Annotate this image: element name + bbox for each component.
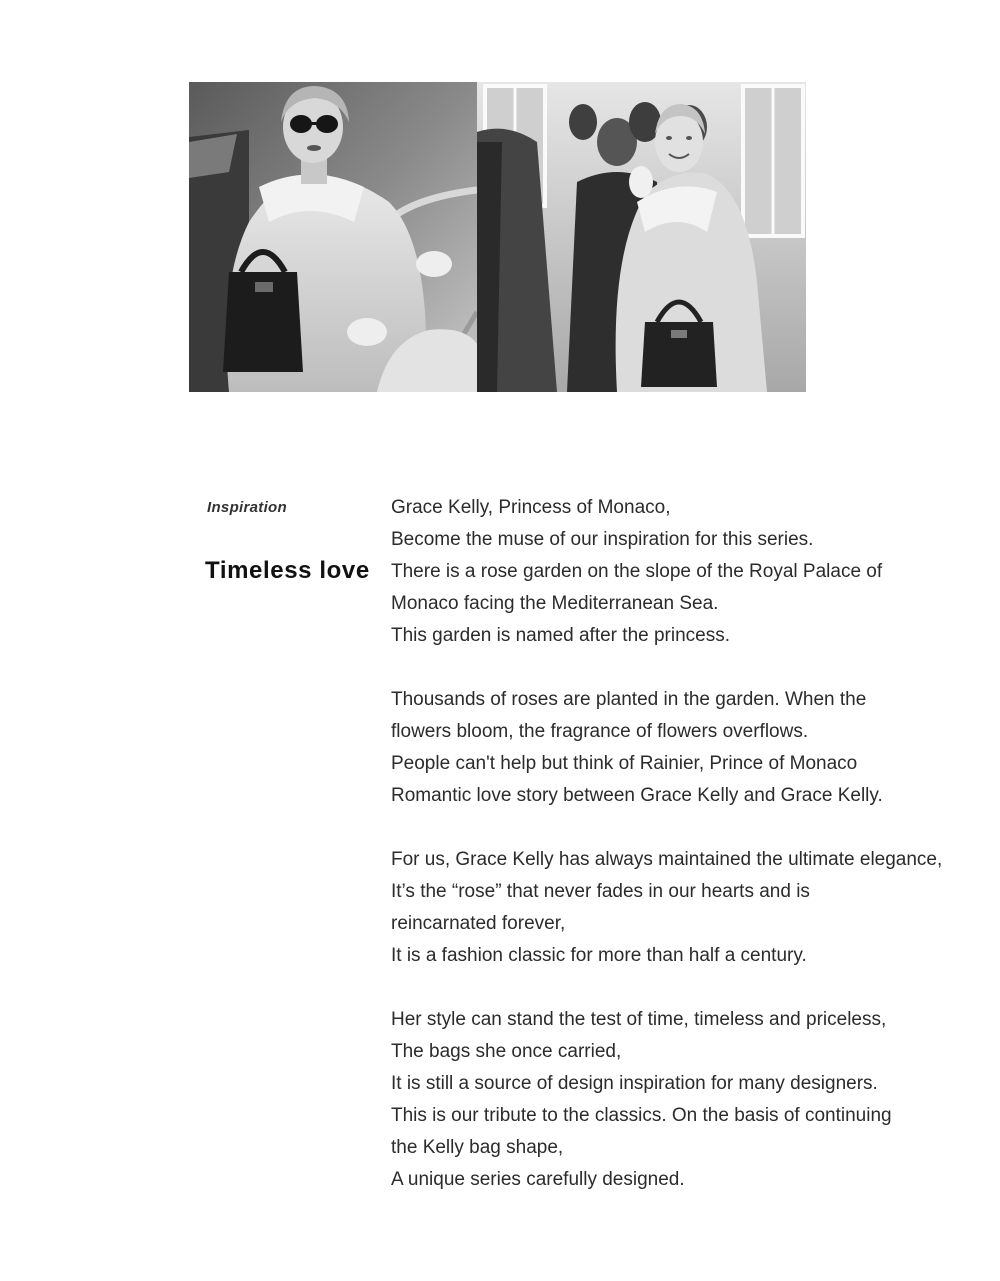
photo-car-exit	[189, 82, 477, 392]
photo-banner	[189, 82, 806, 392]
section-title: Timeless love	[205, 557, 370, 584]
story-text	[391, 492, 966, 1228]
text-line: Her style can stand the test of time, timeless and priceless,	[391, 1009, 887, 1030]
text-line: It’s the “rose” that never fades in our hearts and is	[391, 881, 810, 902]
text-line: Grace Kelly, Princess of Monaco,	[391, 497, 671, 518]
text-line: the Kelly bag shape,	[391, 1137, 564, 1158]
text-line: For us, Grace Kelly has always maintained the ultimate elegance,	[391, 849, 943, 870]
photo-crowd	[477, 82, 806, 392]
paragraph-tribute	[391, 1004, 966, 1196]
text-line: reincarnated forever,	[391, 913, 566, 934]
paragraph-roses	[391, 684, 966, 812]
photo-car-exit-illustration	[189, 82, 477, 392]
text-line: Romantic love story between Grace Kelly and Grace Kelly.	[391, 785, 883, 806]
text-line: The bags she once carried,	[391, 1041, 622, 1062]
text-line: There is a rose garden on the slope of the Royal Palace of	[391, 561, 883, 582]
paragraph-garden	[391, 492, 966, 652]
text-line: It is still a source of design inspiration for many designers.	[391, 1073, 878, 1094]
text-line: Monaco facing the Mediterranean Sea.	[391, 593, 719, 614]
photo-crowd-illustration	[477, 82, 806, 392]
text-line: People can't help but think of Rainier, Prince of Monaco	[391, 753, 858, 774]
text-line: flowers bloom, the fragrance of flowers overflows.	[391, 721, 809, 742]
text-line: Thousands of roses are planted in the garden. When the	[391, 689, 867, 710]
text-line: This is our tribute to the classics. On the basis of continuing	[391, 1105, 892, 1126]
text-line: This garden is named after the princess.	[391, 625, 731, 646]
section-eyebrow: Inspiration	[207, 499, 287, 516]
text-line: Become the muse of our inspiration for this series.	[391, 529, 814, 550]
text-line: It is a fashion classic for more than half a century.	[391, 945, 807, 966]
paragraph-elegance	[391, 844, 966, 972]
text-line: A unique series carefully designed.	[391, 1169, 685, 1190]
